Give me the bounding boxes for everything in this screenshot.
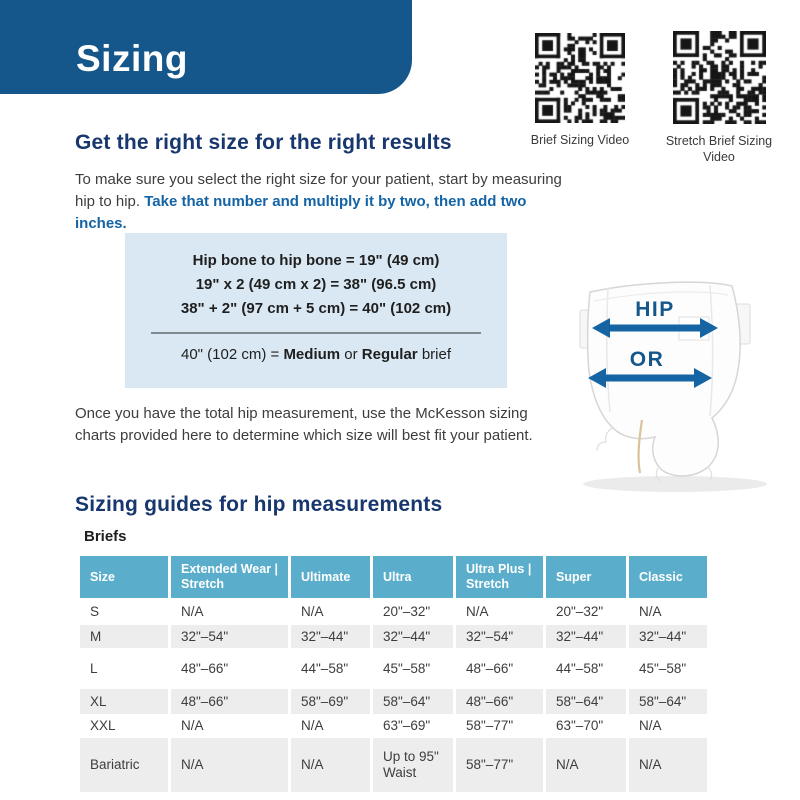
brief-measurement-diagram [562,270,797,498]
table-title-briefs: Briefs [84,528,127,545]
row-size-label: XL [90,693,107,709]
calc-line-1: Hip bone to hip bone = 19" (49 cm) [192,252,440,269]
calc-divider-line [151,332,481,334]
table-cell: N/A [288,738,370,792]
calc-result-line [125,344,507,366]
table-row-bariatric [80,738,707,792]
table-cell: 32"–44" [626,625,707,648]
row-size-label: XXL [90,718,116,733]
qr-code-stretch-brief-sizing-icon [673,31,766,124]
table-cell: N/A [626,598,707,625]
table-cell: Up to 95" Waist [370,738,453,792]
brief-illustration [562,270,797,498]
table-row-xl [80,689,707,714]
briefs-sizing-table [80,556,707,792]
qr-label-brief-sizing: Brief Sizing Video [530,133,630,147]
table-cell: 20"–32" [543,598,626,625]
table-cell: 32"–44" [288,625,370,648]
table-cell: N/A [543,738,626,792]
table-cell: 58"–69" [288,689,370,714]
col-header-classic: Classic [626,556,707,598]
table-cell: 44"–58" [543,648,626,689]
table-cell: 58"–64" [370,689,453,714]
page-title: Sizing [76,38,188,79]
table-row-s [80,598,707,625]
section-heading-right-size: Get the right size for the right results [75,131,452,154]
page-header-bar [0,0,412,94]
table-cell: 58"–64" [543,689,626,714]
col-header-ultra-plus-stretch: Ultra Plus | Stretch [453,556,543,598]
col-header-super: Super [543,556,626,598]
table-row-m [80,625,707,648]
col-header-size: Size [80,556,168,598]
measurement-instructions-paragraph: Once you have the total hip measurement, use the McKesson sizing charts provided here to determine which size will best fit your patient. [75,405,533,444]
row-size-label: L [90,660,98,676]
or-arrow-label: OR [629,348,665,371]
table-cell: 44"–58" [288,648,370,689]
table-cell: N/A [288,714,370,738]
table-cell: 58"–77" [453,738,543,792]
row-size-label: Bariatric [90,757,140,772]
table-cell: N/A [626,738,707,792]
table-cell: N/A [288,598,370,625]
qr-block-brief-sizing [518,33,642,148]
table-cell: 45"–58" [370,648,453,689]
table-cell: 45"–58" [626,648,707,689]
table-cell: 48"–66" [453,689,543,714]
table-cell: N/A [168,714,288,738]
table-cell: N/A [168,598,288,625]
calc-line-3: 38" + 2" (97 cm + 5 cm) = 40" (102 cm) [180,300,452,317]
table-header-row [80,556,707,598]
calc-result-prefix: 40" (102 cm) = [180,346,284,363]
table-cell: 32"–54" [168,625,288,648]
table-cell: 48"–66" [168,648,288,689]
calc-result-size-regular: Regular [361,346,418,363]
col-header-ultra: Ultra [370,556,453,598]
row-size-label: M [90,628,102,644]
table-cell: 48"–66" [168,689,288,714]
table-row-xxl [80,714,707,738]
table-cell: N/A [626,714,707,738]
table-cell: 58"–64" [626,689,707,714]
row-size-label: S [90,603,100,619]
intro-text-bold: Take that number and multiply it by two, then add two inches. [75,193,527,232]
table-cell: N/A [453,598,543,625]
calc-line-2: 19" x 2 (49 cm x 2) = 38" (96.5 cm) [195,276,437,293]
brief-shadow [583,476,767,492]
brief-left-ruffle [597,428,612,451]
table-cell: 32"–44" [370,625,453,648]
table-cell: 32"–44" [543,625,626,648]
table-cell: 63"–70" [543,714,626,738]
intro-paragraph [75,169,562,235]
qr-code-brief-sizing-icon [535,33,625,123]
qr-label-stretch-brief-sizing: Stretch Brief Sizing Video [665,134,773,164]
table-row-l [80,648,707,689]
table-cell: 32"–54" [453,625,543,648]
intro-text-normal: To make sure you select the right size for your patient, start by measuring hip to hip. [75,171,562,210]
hip-arrow-label: HIP [635,298,675,321]
table-cell: 63"–69" [370,714,453,738]
col-header-extended-wear-stretch: Extended Wear | Stretch [168,556,288,598]
calc-result-size-medium: Medium [283,346,341,363]
calculation-example-box [125,233,507,388]
table-cell: 20"–32" [370,598,453,625]
qr-block-stretch-brief-sizing [654,31,784,165]
table-cell: N/A [168,738,288,792]
col-header-ultimate: Ultimate [288,556,370,598]
table-cell: 48"–66" [453,648,543,689]
calc-result-suffix: brief [417,346,452,363]
section-heading-sizing-guides: Sizing guides for hip measurements [75,493,443,516]
calc-result-mid: or [340,346,362,363]
table-cell: 58"–77" [453,714,543,738]
